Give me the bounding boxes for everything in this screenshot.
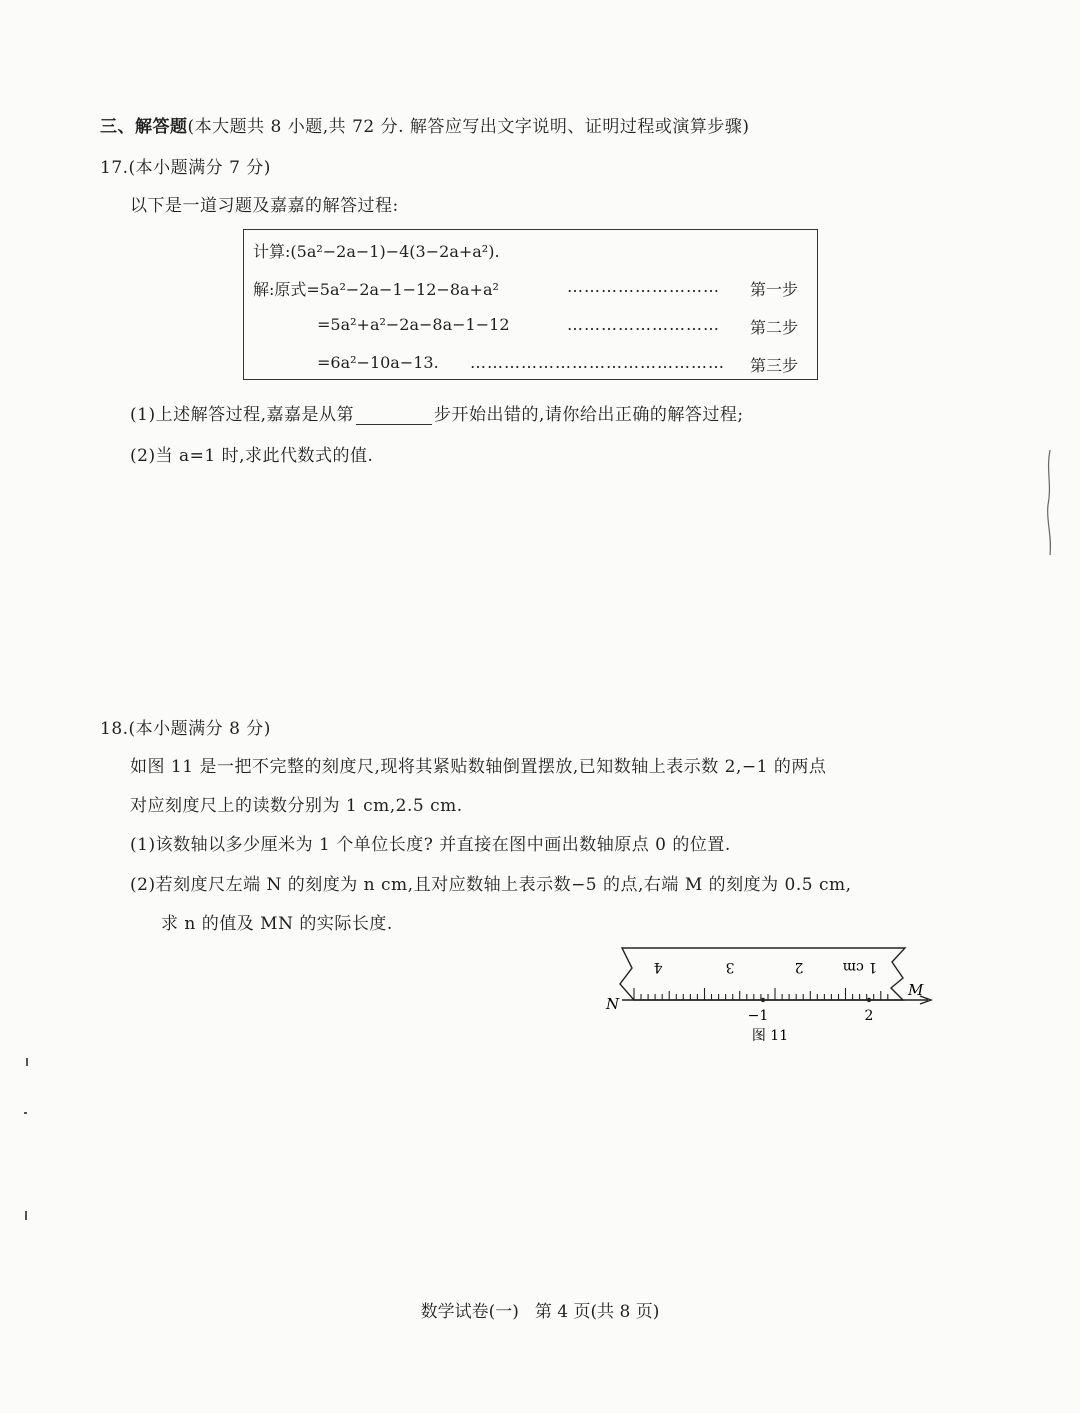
q18-part2-a: (2)若刻度尺左端 N 的刻度为 n cm,且对应数轴上表示数−5 的点,右端 M 的刻度为 0.5 cm,: [130, 875, 852, 895]
q17-answer-blank[interactable]: [356, 406, 432, 425]
q17-solution-box: [243, 229, 818, 380]
q17-part1-b: 步开始出错的,请你给出正确的解答过程;: [433, 405, 744, 425]
q17-dots1: ………………………: [567, 277, 720, 296]
ruler-label-2: 2: [794, 959, 804, 975]
q17-dots3: ………………………………………: [470, 353, 725, 372]
q18-part1: (1)该数轴以多少厘米为 1 个单位长度? 并直接在图中画出数轴原点 0 的位置.: [130, 835, 731, 855]
q17-intro: 以下是一道习题及嘉嘉的解答过程:: [130, 196, 399, 216]
section-note: (本大题共 8 小题,共 72 分. 解答应写出文字说明、证明过程或演算步骤): [187, 117, 750, 137]
q18-part2-b: 求 n 的值及 MN 的实际长度.: [161, 914, 393, 934]
scan-mark: [25, 1211, 27, 1220]
q17-step3: 第三步: [750, 356, 799, 375]
axis-label-minus1: −1: [747, 1008, 769, 1024]
axis-label-2: 2: [864, 1008, 874, 1024]
q17-step2: 第二步: [750, 318, 799, 337]
ruler-label-3: 3: [725, 959, 735, 975]
figure-11-ruler-diagram: [598, 940, 943, 1050]
ruler-ticks: [634, 988, 888, 1000]
ruler-label-1cm: 1 cm: [842, 959, 878, 975]
footer-title: 数学试卷(一): [420, 1302, 519, 1322]
q17-step1: 第一步: [750, 280, 799, 299]
q17-line3: =6a²−10a−13.: [317, 353, 439, 372]
section-title: 三、解答题: [100, 117, 188, 137]
point-n-label: N: [606, 995, 620, 1013]
q17-line2: =5a²+a²−2a−8a−1−12: [317, 315, 510, 334]
scan-mark: [24, 1112, 27, 1114]
figure-caption: 图 11: [751, 1028, 789, 1044]
q17-dots2: ………………………: [567, 315, 720, 334]
point-m-label: M: [908, 981, 924, 999]
q17-part1-a: (1)上述解答过程,嘉嘉是从第: [130, 405, 354, 425]
scan-mark: [26, 1058, 28, 1066]
ruler-label-4: 4: [653, 959, 663, 975]
q17-compute: 计算:(5a²−2a−1)−4(3−2a+a²).: [253, 242, 500, 261]
q17-part1: [130, 400, 744, 425]
axis-point-2: [867, 998, 871, 1002]
q18-line1: 如图 11 是一把不完整的刻度尺,现将其紧贴数轴倒置摆放,已知数轴上表示数 2,−1 的两点: [130, 757, 827, 777]
paper-tear-mark: [1040, 450, 1060, 560]
q18-line2: 对应刻度尺上的读数分别为 1 cm,2.5 cm.: [130, 796, 463, 816]
q17-part2: (2)当 a=1 时,求此代数式的值.: [130, 446, 374, 466]
q18-header: 18.(本小题满分 8 分): [100, 719, 271, 739]
section-header: [100, 112, 750, 137]
q17-header: 17.(本小题满分 7 分): [100, 158, 271, 178]
footer-page: 第 4 页(共 8 页): [534, 1302, 660, 1322]
axis-point-minus1: [761, 998, 765, 1002]
page-footer: [0, 1297, 1080, 1322]
q17-line1: 解:原式=5a²−2a−1−12−8a+a²: [253, 280, 499, 299]
